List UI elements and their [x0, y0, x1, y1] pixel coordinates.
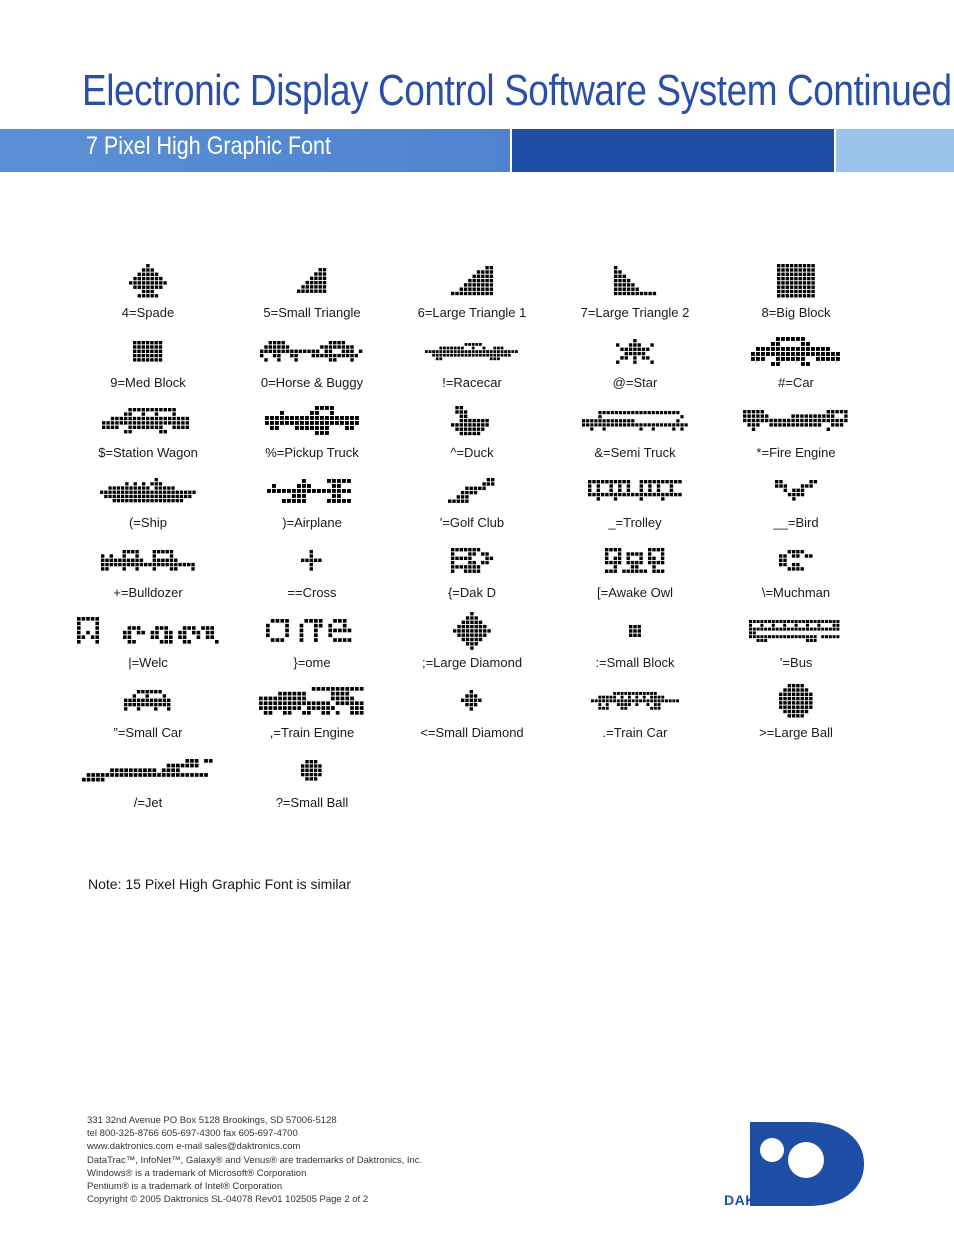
glyph-label: @=Star	[612, 375, 658, 390]
glyph-label: #=Car	[778, 375, 814, 390]
daktronics-wordmark: DAKTRONICS	[724, 1192, 823, 1208]
station-wagon-icon	[102, 408, 194, 434]
page-title: Electronic Display Control Software System Continued	[82, 66, 952, 115]
font-note: Note: 15 Pixel High Graphic Font is similar	[88, 876, 351, 892]
bulldozer-icon	[101, 550, 196, 572]
welc-icon	[77, 617, 220, 645]
glyph-image	[716, 542, 876, 580]
med-block-icon	[133, 341, 163, 363]
muchman-icon	[779, 550, 813, 572]
glyph-image	[232, 612, 392, 650]
glyph-image	[232, 402, 392, 440]
glyph-label: <=Small Diamond	[420, 725, 524, 740]
glyph-image	[232, 682, 392, 720]
glyph-image	[68, 612, 228, 650]
glyph-image	[716, 612, 876, 650]
glyph-image	[68, 262, 228, 300]
small-ball-icon	[301, 760, 323, 782]
awake-owl-icon	[605, 548, 665, 574]
glyph-image	[716, 682, 876, 720]
dak-d-icon	[451, 548, 494, 574]
glyph-image	[716, 262, 876, 300]
glyph-label: |=Welc	[128, 655, 168, 670]
section-subtitle: 7 Pixel High Graphic Font	[86, 132, 331, 160]
glyph-image	[68, 402, 228, 440]
footer-copyright: Copyright © 2005 Daktronics SL-04078 Rev01 102505 Page 2 of 2	[87, 1194, 369, 1206]
glyph-image	[555, 682, 715, 720]
horse-and-buggy-icon	[260, 341, 363, 363]
glyph-label: \=Muchman	[761, 585, 831, 600]
glyph-label: [=Awake Owl	[597, 585, 673, 600]
glyph-image	[68, 682, 228, 720]
glyph-label: ^=Duck	[450, 445, 494, 460]
airplane-icon	[267, 479, 357, 504]
glyph-label: 7=Large Triangle 2	[580, 305, 690, 320]
glyph-image	[232, 262, 392, 300]
glyph-image	[555, 262, 715, 300]
trolley-icon	[588, 480, 683, 502]
glyph-image	[555, 333, 715, 371]
glyph-image	[716, 472, 876, 510]
large-triangle-2-icon	[614, 266, 657, 296]
glyph-label: 6=Large Triangle 1	[417, 305, 527, 320]
pickup-truck-icon	[265, 406, 360, 436]
racecar-icon	[425, 343, 519, 361]
footer-trademark-microsoft: Windows® is a trademark of Microsoft® Corporation	[87, 1167, 307, 1179]
glyph-label: $=Station Wagon	[98, 445, 198, 460]
bus-icon	[749, 620, 844, 643]
footer-trademark-daktronics: DataTrac™, InfoNet™, Galaxy® and Venus® are trademarks of Daktronics, Inc.	[87, 1154, 423, 1166]
glyph-image	[392, 262, 552, 300]
small-triangle-icon	[297, 268, 327, 294]
large-ball-icon	[779, 684, 813, 718]
glyph-label: >=Large Ball	[759, 725, 833, 740]
glyph-label: ==Cross	[287, 585, 337, 600]
glyph-label: +=Bulldozer	[113, 585, 183, 600]
glyph-label: ”=Small Car	[113, 725, 183, 740]
big-block-icon	[777, 264, 816, 298]
glyph-label: !=Racecar	[442, 375, 502, 390]
glyph-label: /=Jet	[133, 795, 163, 810]
glyph-image	[555, 472, 715, 510]
jet-icon	[82, 759, 214, 783]
glyph-label: )=Airplane	[282, 515, 342, 530]
glyph-label: 5=Small Triangle	[263, 305, 361, 320]
footer-contact	[87, 1114, 422, 1206]
glyph-image	[555, 402, 715, 440]
glyph-image	[68, 333, 228, 371]
glyph-label: ;=Large Diamond	[421, 655, 523, 670]
glyph-image	[392, 333, 552, 371]
glyph-image	[68, 542, 228, 580]
glyph-label: __=Bird	[773, 515, 819, 530]
glyph-label: :=Small Block	[595, 655, 675, 670]
ome-icon	[266, 619, 357, 643]
bird-icon	[775, 480, 818, 502]
glyph-label: {=Dak D	[447, 585, 497, 600]
glyph-label: 9=Med Block	[110, 375, 186, 390]
glyph-label: ?=Small Ball	[275, 795, 349, 810]
ship-icon	[100, 478, 197, 503]
glyph-image	[392, 402, 552, 440]
glyph-image	[716, 333, 876, 371]
semi-truck-icon	[582, 411, 689, 432]
glyph-image	[555, 542, 715, 580]
glyph-label: 4=Spade	[121, 305, 175, 320]
footer-trademark-intel: Pentium® is a trademark of Intel® Corporation	[87, 1181, 283, 1193]
glyph-image	[392, 472, 552, 510]
small-block-icon	[629, 625, 642, 638]
glyph-label: &=Semi Truck	[594, 445, 676, 460]
glyph-label: .=Train Car	[602, 725, 668, 740]
duck-icon	[451, 406, 494, 436]
header-band-dark	[512, 129, 834, 172]
glyph-image	[555, 612, 715, 650]
footer-web: www.daktronics.com e-mail sales@daktronics.com	[87, 1141, 301, 1153]
footer-phone: tel 800-325-8766 605-697-4300 fax 605-697-4700	[87, 1128, 298, 1140]
glyph-label: }=ome	[293, 655, 331, 670]
star-icon	[616, 339, 655, 365]
footer-address: 331 32nd Avenue PO Box 5128 Brookings, SD 57006-5128	[87, 1115, 337, 1126]
glyph-image	[232, 752, 392, 790]
glyph-label: _=Trolley	[608, 515, 662, 530]
small-car-icon	[124, 690, 171, 712]
glyph-image	[392, 542, 552, 580]
glyph-label: 8=Big Block	[761, 305, 831, 320]
large-triangle-1-icon	[451, 266, 494, 296]
header-band-pale	[836, 129, 954, 172]
glyph-label: %=Pickup Truck	[265, 445, 359, 460]
spade-icon	[129, 264, 168, 298]
train-engine-icon	[259, 687, 365, 716]
glyph-image	[232, 333, 392, 371]
large-diamond-icon	[453, 612, 492, 651]
registered-mark: ®	[852, 1174, 859, 1184]
glyph-label: '=Golf Club	[439, 515, 505, 530]
glyph-image	[68, 752, 228, 790]
glyph-image	[232, 472, 392, 510]
glyph-label: 0=Horse & Buggy	[260, 375, 364, 390]
train-car-icon	[591, 692, 680, 711]
golf-club-icon	[448, 478, 495, 504]
glyph-image	[68, 472, 228, 510]
fire-engine-icon	[743, 410, 849, 432]
glyph-label: (=Ship	[129, 515, 167, 530]
glyph-image	[392, 612, 552, 650]
glyph-label: ’=Bus	[779, 655, 813, 670]
glyph-image	[392, 682, 552, 720]
glyph-label: ,=Train Engine	[269, 725, 355, 740]
glyph-image	[232, 542, 392, 580]
small-diamond-icon	[461, 690, 483, 712]
glyph-image	[716, 402, 876, 440]
cross-icon	[301, 550, 323, 572]
glyph-label: *=Fire Engine	[756, 445, 836, 460]
car-icon	[751, 337, 841, 367]
